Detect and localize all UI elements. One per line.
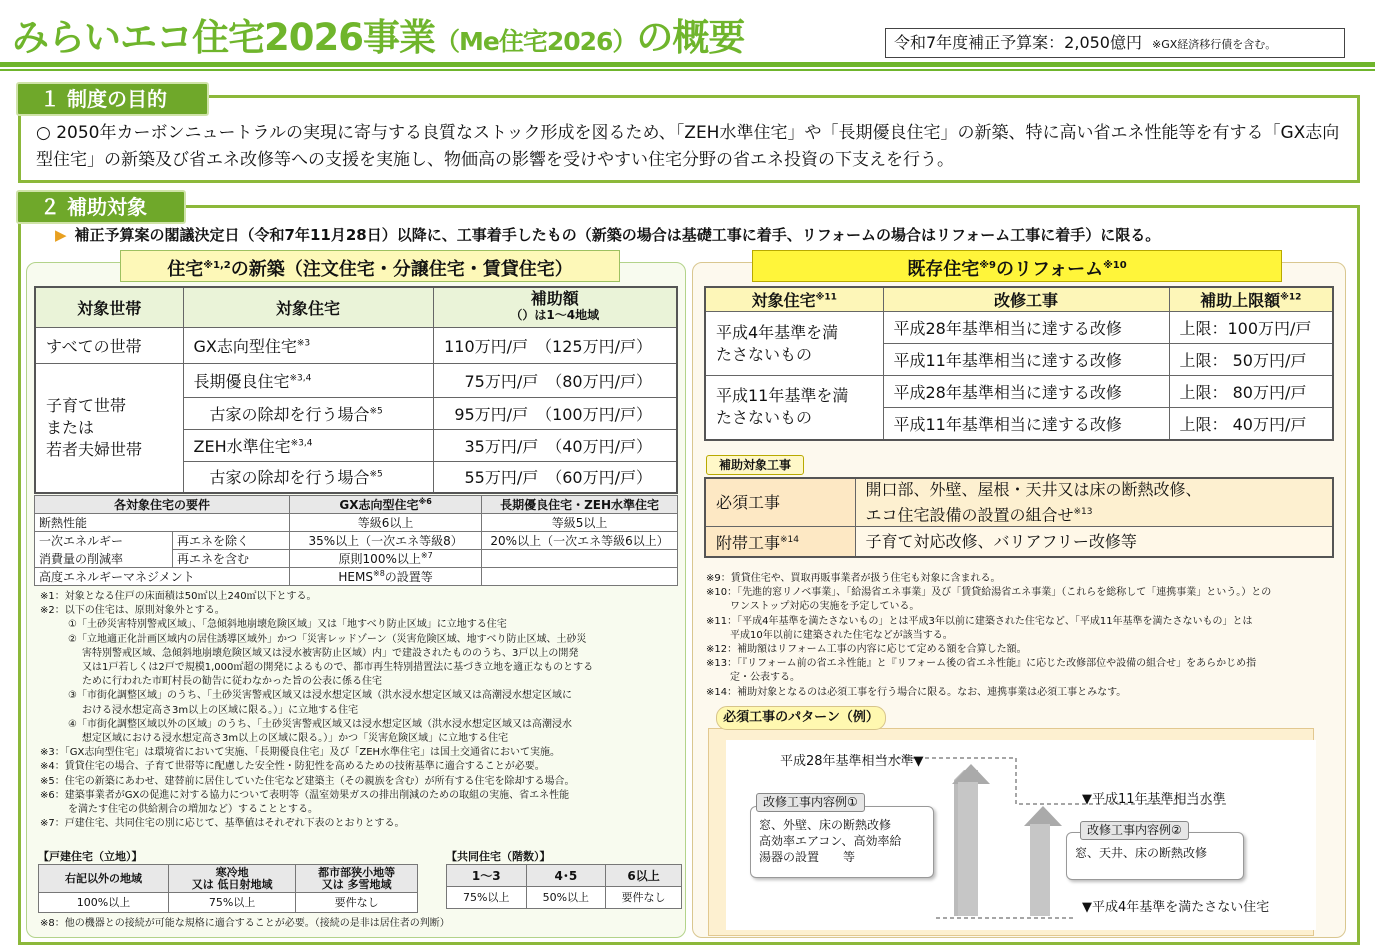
budget-box [885, 28, 1345, 58]
target-heading: ２ 補助対象 [16, 190, 186, 224]
additional-works [705, 527, 855, 557]
house-table [38, 864, 418, 913]
footnote: ※1：対象となる住戸の床面積は50㎡以上240㎡以下とする。 [40, 591, 317, 602]
req-hems: 高度エネルギーマネジメント [35, 568, 290, 586]
required-text2-wrap [866, 501, 1323, 526]
reform-heading [752, 250, 1282, 282]
gx-label: GX志向型住宅 [193, 336, 297, 356]
footnote: 定・公表する。 [730, 672, 800, 684]
reform-h11 [705, 376, 883, 440]
example2-label: 改修工事内容例② [1080, 821, 1189, 840]
house-h3b: 又は 多雪地域 [321, 877, 392, 891]
col-household: 対象世帯 [35, 287, 183, 327]
reform-h11-l2: たさないもの [716, 408, 813, 428]
req-hems-label: HEMS [338, 570, 373, 584]
required-text1: 開口部、外壁、屋根・天井又は床の断熱改修、 [865, 480, 1202, 499]
additional-label: 附帯工事 [716, 533, 781, 553]
reform-col-work: 改修工事 [883, 287, 1169, 312]
apt-v1: 75%以上 [447, 887, 527, 909]
works-table [704, 477, 1334, 558]
reform-h11-l1: 平成11年基準を満 [716, 386, 849, 406]
req-header: 各対象住宅の要件 [35, 496, 290, 514]
reform-heading-sup2: ※10 [1103, 260, 1127, 271]
apt-table [446, 864, 682, 909]
req-gx-label: GX志向型住宅 [339, 498, 419, 512]
req-hems-long [482, 568, 678, 586]
family-line2: または [46, 417, 95, 437]
reform-h11-w28: 平成28年基準相当に達する改修 [883, 376, 1169, 408]
budget-note: ※GX経済移行債を含む。 [1152, 38, 1277, 51]
required-works-text [855, 478, 1333, 527]
target-condition [55, 224, 1160, 245]
demolish-sup: ※5 [369, 406, 383, 417]
gx-house [183, 327, 433, 363]
col-subsidy-sub: （）は1～4地域 [510, 308, 600, 323]
req-incl-gx [290, 550, 482, 568]
footnote: ※7：戸建住宅、共同住宅の別に応じて、基準値はそれぞれ下表のとおりとする。 [40, 818, 405, 830]
footnote: ※10：「先進的窓リノベ事業」、「給湯省エネ事業」及び「賃貸給湯省エネ事業」（これらを総称して「連携事業」という。）との [706, 587, 1272, 599]
demolish-label: 古家の除却を行う場合 [209, 468, 370, 488]
footnote: 想定区域における浸水想定高さ3m以上の区域に限る。）」かつ「災害危険区域」に立地する住宅 [82, 733, 509, 745]
req-incl: 再エネを含む [173, 550, 290, 568]
level-11-label: ▼平成11年基準相当水準 [1082, 792, 1226, 807]
purpose-heading: １ 制度の目的 [16, 82, 209, 116]
reform-col-limit-label: 補助上限額 [1200, 291, 1281, 310]
demolish-label: 古家の除却を行う場合 [209, 404, 370, 424]
col-subsidy [433, 287, 677, 327]
reform-h11-lim80: 上限： 80万円/戸 [1169, 376, 1333, 408]
req-energy-a: 一次エネルギー [35, 532, 173, 550]
footnote: 平成10年以前に建築された住宅などが該当する。 [730, 629, 953, 641]
title-main: みらいエコ住宅2026事業 [12, 16, 435, 59]
title-paren: （Me住宅2026） [434, 27, 637, 56]
apt-h1: 1～3 [447, 865, 527, 887]
reform-col-limit-sup: ※12 [1280, 292, 1302, 303]
reform-heading-mid: のリフォーム [995, 259, 1104, 280]
req-insulation-gx: 等級6以上 [290, 514, 482, 532]
footnote: ①「土砂災害特別警戒区域」、「急傾斜地崩壊危険区域」又は「地すべり防止区域」に立地する住宅 [68, 619, 507, 631]
family-households [35, 363, 183, 493]
req-hems-gx [290, 568, 482, 586]
footnote: ③「市街化調整区域」のうち、「土砂災害警戒区域又は浸水想定区域（洪水浸水想定区域又は高潮浸水想定区域に [68, 690, 572, 702]
req-insulation-long: 等級5以上 [482, 514, 678, 532]
req-insulation: 断熱性能 [35, 514, 290, 532]
long-amount: 75万円/戸 （80万円/戸） [433, 363, 677, 397]
reform-h11-w11: 平成11年基準相当に達する改修 [883, 408, 1169, 440]
condition-text: 補正予算案の閣議決定日（令和7年11月28日）以降に、工事着手したもの（新築の場合は基礎工事に着手、リフォームの場合はリフォーム工事に着手）に限る。 [74, 226, 1161, 244]
col-subsidy-label: 補助額 [530, 289, 579, 309]
new-build-notes [40, 590, 680, 831]
example1-label: 改修工事内容例① [756, 793, 865, 812]
footnote: ※4：賃貸住宅の場合、子育て世帯等に配慮した安全性・防犯性を高めるための技術基準に適合することが必要。 [40, 761, 545, 773]
zeh-label: ZEH水準住宅 [193, 436, 291, 456]
new-build-table [34, 286, 678, 494]
example1-line3: 湯器の設置 等 [759, 850, 856, 864]
req-hems-sup: ※8 [372, 569, 385, 578]
zeh-amount: 35万円/戸 （40万円/戸） [433, 429, 677, 461]
footnote: ②「立地適正化計画区域内の居住誘導区域外」かつ「災害レッドゾーン（災害危険区域、地すべり防止区域、土砂災 [68, 633, 587, 645]
new-build-heading [120, 250, 620, 282]
family-line1: 子育て世帯 [46, 395, 127, 415]
house-h1: 右記以外の地域 [39, 865, 169, 893]
req-incl-sup: ※7 [420, 551, 433, 560]
zeh-demolish-amount: 55万円/戸 （60万円/戸） [433, 461, 677, 493]
arrow1-head [952, 764, 990, 784]
footnote: 又は1戸若しくは2戸で規模1,000㎡超の開発によるもので、都市再生特別措置法に基づき立地を適正なものとする [82, 662, 594, 674]
reform-heading-sup1: ※9 [979, 260, 996, 271]
req-incl-long [482, 550, 678, 568]
req-gx-header [290, 496, 482, 514]
title-tail: の概要 [636, 16, 745, 59]
family-line3: 若者夫婦世帯 [46, 439, 143, 459]
note-8: ※8：他の機器との接続が可能な規格に適合することが必要。（接続の是非は居住者の判断） [40, 918, 450, 929]
gx-amount: 110万円/戸 （125万円/戸） [433, 327, 677, 363]
footnote: ※5：住宅の新築にあわせ、建替前に居住していた住宅など建築主（その親族を含む）が所有する住宅を除却する場合。 [40, 775, 575, 787]
purpose-text: ○ 2050年カーボンニュートラルの実現に寄与する良質なストック形成を図るため、「ZEH水準住宅」や「長期優良住宅」の新築、特に高い省エネ性能等を有する「GX志向型住宅」の新築及び省エネ改修等への支援を実施し、物価高の影響を受けやすい住宅分野の省エネ投資の下支えを行う。 [36, 123, 1340, 170]
req-excl-gx: 35%以上（一次エネ等級8） [290, 532, 482, 550]
works-label: 補助対象工事 [706, 455, 804, 475]
footnote: ※6：建築事業者がGXの促進に対する協力について表明等（温室効果ガスの排出削減のための取組の実施、省エネ性能 [40, 789, 570, 801]
reform-h4-lim100: 上限：100万円/戸 [1169, 312, 1333, 344]
reform-col-house-label: 対象住宅 [751, 291, 816, 310]
heading-main: 住宅 [167, 259, 204, 280]
footnote: ために行われた市町村長の勧告に従わなかった旨の公表に係る住宅 [82, 676, 382, 688]
page-title [12, 14, 744, 66]
req-gx-sup: ※6 [418, 497, 432, 506]
reform-h4-l2: たさないもの [716, 344, 813, 364]
arrow2-head [1024, 806, 1062, 826]
req-hems-tail: の設置等 [384, 570, 433, 584]
reform-h4-w11: 平成11年基準相当に達する改修 [883, 344, 1169, 376]
apt-h3: 6以上 [606, 865, 682, 887]
arrow1-shaft [958, 782, 978, 916]
footnote: 害特別警戒区域、急傾斜地崩壊危険区域又は浸水被害防止区域）内」で建設されたもののうち、3戸以上の開発 [82, 647, 579, 659]
header-rule [0, 62, 1375, 67]
required-works: 必須工事 [705, 478, 855, 527]
reform-h4-w28: 平成28年基準相当に達する改修 [883, 312, 1169, 344]
reform-col-limit [1169, 287, 1333, 312]
col-house: 対象住宅 [183, 287, 433, 327]
reform-h4-lim50: 上限： 50万円/戸 [1169, 344, 1333, 376]
long-label: 長期優良住宅 [193, 371, 290, 391]
long-house [183, 363, 433, 397]
additional-works-text: 子育て対応改修、バリアフリー改修等 [855, 527, 1333, 557]
footnote: ※11：「平成4年基準を満たさないもの」とは平成3年以前に建築された住宅など、「平成11年基準を満たさないもの」とは [706, 615, 1253, 627]
example1-box [750, 806, 934, 878]
req-energy-b: 消費量の削減率 [35, 550, 173, 568]
footnote: ※13：「『リフォーム前の省エネ性能』と『リフォーム後の省エネ性能』に応じた改修部位や設備の組合せ」をあらかじめ指 [706, 658, 1257, 670]
required-sup: ※13 [1073, 507, 1093, 517]
triangle-icon: ▶ [55, 226, 67, 244]
footnote: ※3：「GX志向型住宅」は環境省において実施、「長期優良住宅」及び「ZEH水準住宅」は国土交通省において実施。 [40, 747, 561, 759]
req-incl-gx-label: 原則100%以上 [338, 552, 421, 566]
footnote: ④「市街化調整区域以外の区域」のうち、「土砂災害警戒区域又は浸水想定区域（洪水浸水想定区域又は高潮浸水 [68, 718, 572, 730]
footnote: ※9：賃貸住宅や、買取再販事業者が扱う住宅も対象に含まれる。 [706, 573, 1001, 584]
house-h2a: 寒冷地 [215, 865, 249, 879]
footnote: ワンストップ対応の実施を予定している。 [730, 601, 920, 613]
example1-line1: 窓、外壁、床の断熱改修 [759, 818, 892, 832]
reform-notes [706, 572, 1336, 700]
footnote: を満たす住宅の供給割合の増加など）することとする。 [68, 804, 318, 816]
reform-h4 [705, 312, 883, 376]
house-h2b: 又は 低日射地域 [191, 877, 273, 891]
level-4-label: ▼平成4年基準を満たさない住宅 [1082, 900, 1270, 915]
apt-v2: 50%以上 [526, 887, 606, 909]
budget-amount: 令和7年度補正予算案：2,050億円 [894, 33, 1142, 52]
reform-col-house [705, 287, 883, 312]
reform-heading-main: 既存住宅 [907, 259, 980, 280]
footnote: ※14：補助対象となるのは必須工事を行う場合に限る。なお、連携事業は必須工事とみなす。 [706, 686, 1127, 698]
required-text2: エコ住宅設備の設置の組合せ [865, 505, 1074, 525]
arrow2-shaft [1030, 824, 1050, 916]
long-demolish [183, 397, 433, 429]
zeh-sup: ※3,4 [290, 438, 313, 449]
footnote: ※12：補助額はリフォーム工事の内容に応じて定める額を合算した額。 [706, 644, 1027, 656]
reform-h4-l1: 平成4年基準を満 [716, 322, 839, 342]
demolish-sup: ※5 [369, 469, 383, 480]
zeh-house [183, 429, 433, 461]
header-rule-thin [0, 69, 1375, 71]
gx-sup: ※3 [296, 338, 311, 349]
house-h3a: 都市部狭小地等 [318, 865, 396, 879]
heading-sup: ※1,2 [203, 260, 231, 271]
long-sup: ※3,4 [289, 373, 312, 384]
reform-col-house-sup: ※11 [815, 292, 837, 303]
all-households: すべての世帯 [35, 327, 183, 363]
heading-tail: の新築（注文住宅・分譲住宅・賃貸住宅） [230, 259, 573, 280]
house-h2 [169, 865, 296, 893]
zeh-demolish [183, 461, 433, 493]
reform-h11-lim40: 上限： 40万円/戸 [1169, 408, 1333, 440]
apt-h2: 4･5 [526, 865, 606, 887]
req-excl-long: 20%以上（一次エネ等級6以上） [482, 532, 678, 550]
apt-v3: 要件なし [606, 887, 682, 909]
footnote: ※2：以下の住宅は、原則対象外とする。 [40, 605, 225, 617]
pattern-label: 必須工事のパターン（例） [716, 706, 886, 730]
footnote: おける浸水想定高さ3m以上の区域に限る。）」に立地する住宅 [82, 704, 359, 716]
house-v1: 100%以上 [39, 893, 169, 913]
house-v3: 要件なし [296, 893, 418, 913]
apt-table-title: 【共同住宅（階数）】 [446, 850, 551, 863]
house-v2: 75%以上 [169, 893, 296, 913]
long-demolish-amount: 95万円/戸 （100万円/戸） [433, 397, 677, 429]
req-long-header: 長期優良住宅・ZEH水準住宅 [482, 496, 678, 514]
req-excl: 再エネを除く [173, 532, 290, 550]
additional-sup: ※14 [780, 534, 800, 545]
level-28-label: 平成28年基準相当水準▼ [780, 754, 924, 769]
house-h3 [296, 865, 418, 893]
reform-table [704, 286, 1334, 441]
house-table-title: 【戸建住宅（立地）】 [38, 850, 143, 863]
example2-text: 窓、天井、床の断熱改修 [1075, 846, 1208, 860]
example1-line2: 高効率エアコン、高効率給 [759, 834, 902, 848]
requirements-table [34, 495, 678, 586]
